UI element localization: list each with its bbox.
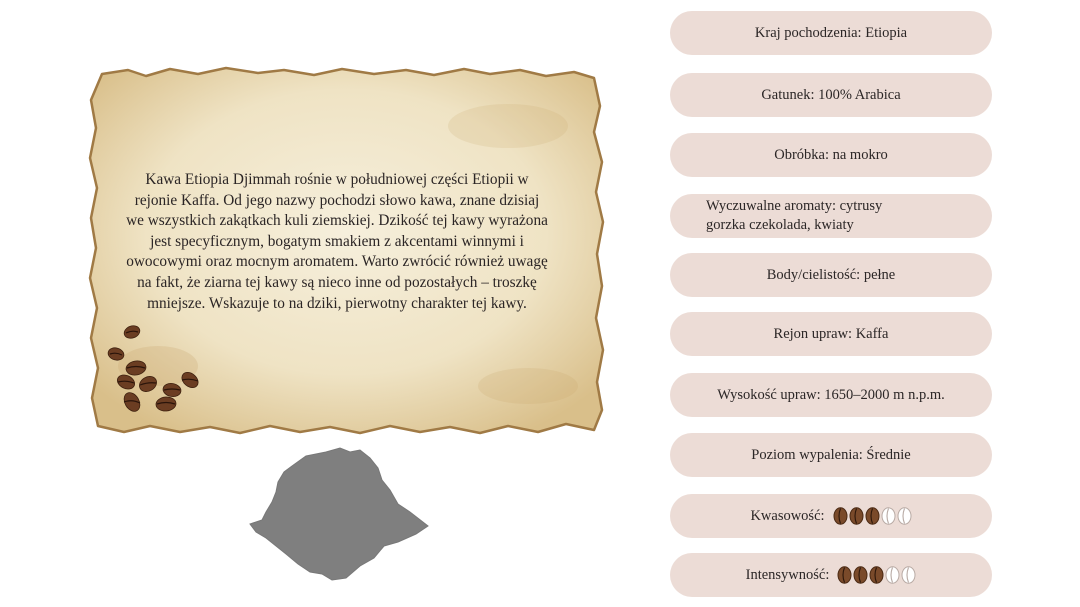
acidity-pill: [670, 494, 992, 538]
roast-pill: [670, 433, 992, 477]
processing-text: Obróbka: na mokro: [774, 146, 888, 163]
body-pill: [670, 253, 992, 297]
coffee-bean-filled-icon: [869, 566, 884, 584]
intensity-rating: [837, 566, 916, 584]
coffee-bean-filled-icon: [833, 507, 848, 525]
coffee-bean-empty-icon: [885, 566, 900, 584]
coffee-bean-filled-icon: [853, 566, 868, 584]
coffee-bean-empty-icon: [901, 566, 916, 584]
coffee-bean-filled-icon: [865, 507, 880, 525]
aromas-pill: [670, 194, 992, 238]
ethiopia-map: [248, 446, 432, 586]
region-text: Rejon upraw: Kaffa: [773, 325, 889, 342]
variety-text: Gatunek: 100% Arabica: [761, 86, 901, 103]
coffee-beans-decoration: [102, 322, 206, 416]
altitude-pill: [670, 373, 992, 417]
acidity-label: Kwasowość:: [750, 507, 825, 524]
description-text: Kawa Etiopia Djimmah rośnie w południowej części Etiopii w rejonie Kaffa. Od jego nazwy pochodzi słowo kawa, znane dzisiaj we wszystkich zakątkach kuli ziemskiej. Dzikość tej kawy wyrażona jest specyficznym, bogatym smakiem z akcentami winnymi i owocowymi oraz mocnym aromatem. Warto zwrócić również uwagę na fakt, że ziarna tej kawy są nieco inne od pozostałych – troszkę mniejsze. Wskazuje to na dziki, pierwotny charakter tej kawy.: [126, 171, 548, 312]
aromas-text-line2: gorzka czekolada, kwiaty: [706, 217, 854, 233]
acidity-rating: [833, 507, 912, 525]
intensity-label: Intensywność:: [745, 566, 830, 583]
coffee-bean-filled-icon: [837, 566, 852, 584]
aromas-text-line1: Wyczuwalne aromaty: cytrusy: [706, 198, 883, 214]
altitude-text: Wysokość upraw: 1650–2000 m n.p.m.: [717, 386, 945, 403]
origin-pill: [670, 11, 992, 55]
origin-text: Kraj pochodzenia: Etiopia: [754, 24, 908, 41]
coffee-bean-empty-icon: [897, 507, 912, 525]
roast-text: Poziom wypalenia: Średnie: [751, 446, 911, 463]
intensity-pill: [670, 553, 992, 597]
body-text: Body/cielistość: pełne: [766, 266, 896, 283]
coffee-bean-filled-icon: [849, 507, 864, 525]
processing-pill: [670, 133, 992, 177]
region-pill: [670, 312, 992, 356]
variety-pill: [670, 73, 992, 117]
coffee-bean-empty-icon: [881, 507, 896, 525]
